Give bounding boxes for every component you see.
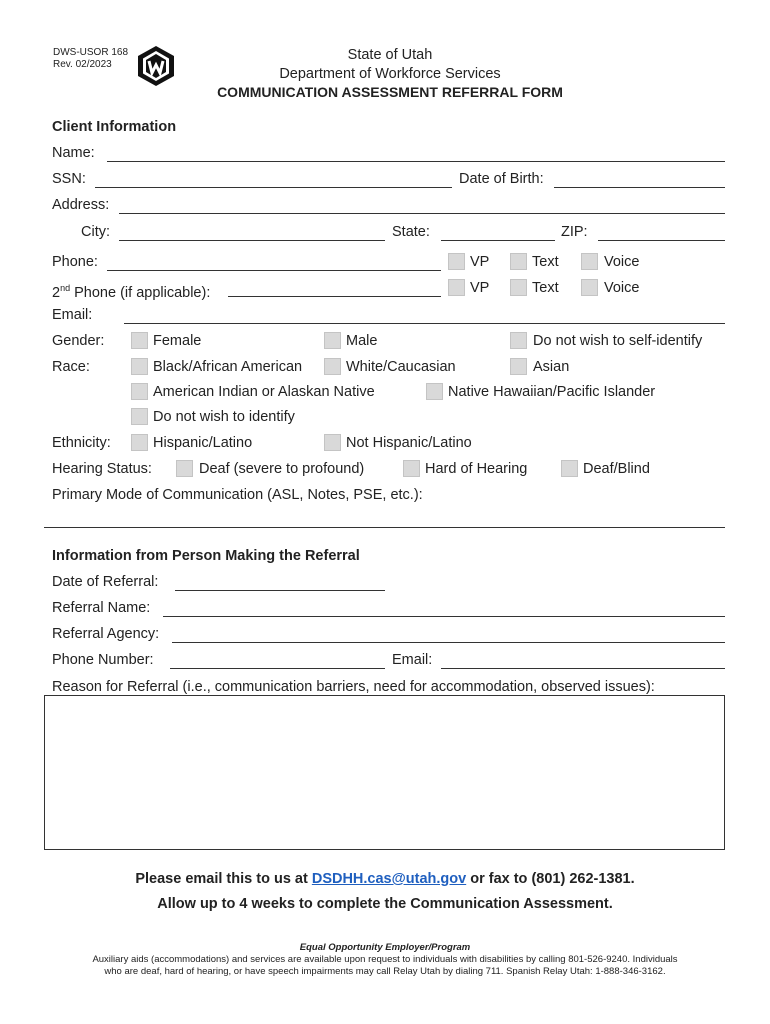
phone2-vp-label: VP	[470, 280, 490, 296]
mode-field[interactable]	[44, 527, 725, 528]
referrer-heading: Information from Person Making the Referral	[52, 548, 360, 564]
race-no-label: Do not wish to identify	[153, 409, 295, 425]
eth-hispanic-checkbox[interactable]	[131, 434, 148, 451]
referral-email-field[interactable]	[441, 668, 725, 669]
allow-text: Allow up to 4 weeks to complete the Communication Assessment.	[157, 896, 613, 912]
phone-voice-checkbox[interactable]	[581, 253, 598, 270]
race-hawaiian-label: Native Hawaiian/Pacific Islander	[448, 384, 656, 400]
eth-not-checkbox[interactable]	[324, 434, 341, 451]
gender-female-checkbox[interactable]	[131, 332, 148, 349]
race-native-checkbox[interactable]	[131, 383, 148, 400]
header-state: State of Utah	[347, 47, 433, 63]
phone-vp-label: VP	[470, 254, 490, 270]
state-field[interactable]	[441, 240, 555, 241]
aux-text-2: who are deaf, hard of hearing, or have speech impairments may call Relay Utah by dialing 711. Spanish Relay Utah: 1-888-346-3162.	[104, 966, 666, 977]
city-field[interactable]	[119, 240, 385, 241]
ethnicity-label: Ethnicity:	[52, 435, 111, 451]
race-asian-checkbox[interactable]	[510, 358, 527, 375]
header-department: Department of Workforce Services	[279, 66, 501, 82]
phone2-vp-checkbox[interactable]	[448, 279, 465, 296]
name-field[interactable]	[107, 161, 725, 162]
address-label: Address:	[52, 197, 110, 213]
form-title: COMMUNICATION ASSESSMENT REFERRAL FORM	[217, 84, 563, 100]
aux-text-1: Auxiliary aids (accommodations) and services are available upon request to individuals with disabilities by calling 801-526-9240. Individuals	[92, 954, 678, 965]
gender-female-label: Female	[153, 333, 202, 349]
form-rev: Rev. 02/2023	[53, 59, 112, 70]
referral-name-label: Referral Name:	[52, 600, 151, 616]
email-prefix: Please email this to us at	[135, 871, 312, 887]
gender-no-label: Do not wish to self-identify	[533, 333, 703, 349]
ssn-label: SSN:	[52, 171, 86, 187]
hearing-deaf-checkbox[interactable]	[176, 460, 193, 477]
ssn-field[interactable]	[95, 187, 452, 188]
gender-male-checkbox[interactable]	[324, 332, 341, 349]
hearing-deafblind-checkbox[interactable]	[561, 460, 578, 477]
phone2-voice-checkbox[interactable]	[581, 279, 598, 296]
hearing-deafblind-label: Deaf/Blind	[583, 461, 650, 477]
email-field[interactable]	[124, 323, 725, 324]
phone2-voice-label: Voice	[604, 280, 640, 296]
referral-agency-field[interactable]	[172, 642, 725, 643]
phone2-label-wrap	[52, 280, 210, 302]
race-white-label: White/Caucasian	[346, 359, 456, 375]
phone2-text-checkbox[interactable]	[510, 279, 527, 296]
email-suffix: or fax to (801) 262-1381.	[466, 871, 635, 887]
race-hawaiian-checkbox[interactable]	[426, 383, 443, 400]
reason-textarea[interactable]	[44, 695, 725, 850]
email-link[interactable]: DSDHH.cas@utah.gov	[311, 871, 467, 887]
phone-text-label: Text	[532, 254, 559, 270]
reason-label: Reason for Referral (i.e., communication barriers, need for accommodation, observed issues):	[52, 679, 655, 695]
email-instruction	[0, 871, 770, 887]
gender-label: Gender:	[52, 333, 105, 349]
race-native-label: American Indian or Alaskan Native	[153, 384, 375, 400]
form-id: DWS-USOR 168	[53, 47, 129, 58]
race-black-label: Black/African American	[153, 359, 303, 375]
phone-vp-checkbox[interactable]	[448, 253, 465, 270]
zip-field[interactable]	[598, 240, 725, 241]
eoe-text: Equal Opportunity Employer/Program	[299, 942, 471, 953]
phone-label: Phone:	[52, 254, 98, 270]
phone-voice-label: Voice	[604, 254, 640, 270]
referral-phone-field[interactable]	[170, 668, 385, 669]
phone-field[interactable]	[107, 270, 441, 271]
race-white-checkbox[interactable]	[324, 358, 341, 375]
phone-text-checkbox[interactable]	[510, 253, 527, 270]
gender-male-label: Male	[346, 333, 378, 349]
phone2-prefix: 2	[52, 284, 61, 301]
phone2-sup: nd	[60, 283, 71, 293]
phone2-text-label: Text	[532, 280, 559, 296]
phone2-label: Phone (if applicable):	[74, 284, 211, 301]
referral-date-field[interactable]	[175, 590, 385, 591]
referral-phone-label: Phone Number:	[52, 652, 154, 668]
zip-label: ZIP:	[561, 224, 588, 240]
referral-email-label: Email:	[392, 652, 433, 668]
mode-label: Primary Mode of Communication (ASL, Notes, PSE, etc.):	[52, 487, 423, 503]
dob-field[interactable]	[554, 187, 725, 188]
phone2-field[interactable]	[228, 296, 441, 297]
gender-no-checkbox[interactable]	[510, 332, 527, 349]
email-label: Email:	[52, 307, 93, 323]
race-no-checkbox[interactable]	[131, 408, 148, 425]
race-black-checkbox[interactable]	[131, 358, 148, 375]
referral-date-label: Date of Referral:	[52, 574, 159, 590]
address-field[interactable]	[119, 213, 725, 214]
race-label: Race:	[52, 359, 90, 375]
client-heading: Client Information	[52, 119, 177, 135]
referral-name-field[interactable]	[163, 616, 725, 617]
hearing-hoh-checkbox[interactable]	[403, 460, 420, 477]
hearing-label: Hearing Status:	[52, 461, 152, 477]
dws-logo-icon	[136, 45, 176, 87]
hearing-deaf-label: Deaf (severe to profound)	[199, 461, 365, 477]
city-label: City:	[81, 224, 110, 240]
dob-label: Date of Birth:	[459, 171, 544, 187]
eth-not-label: Not Hispanic/Latino	[346, 435, 472, 451]
name-label: Name:	[52, 145, 95, 161]
referral-agency-label: Referral Agency:	[52, 626, 160, 642]
state-label: State:	[392, 224, 430, 240]
eth-hispanic-label: Hispanic/Latino	[153, 435, 253, 451]
race-asian-label: Asian	[533, 359, 570, 375]
hearing-hoh-label: Hard of Hearing	[425, 461, 528, 477]
